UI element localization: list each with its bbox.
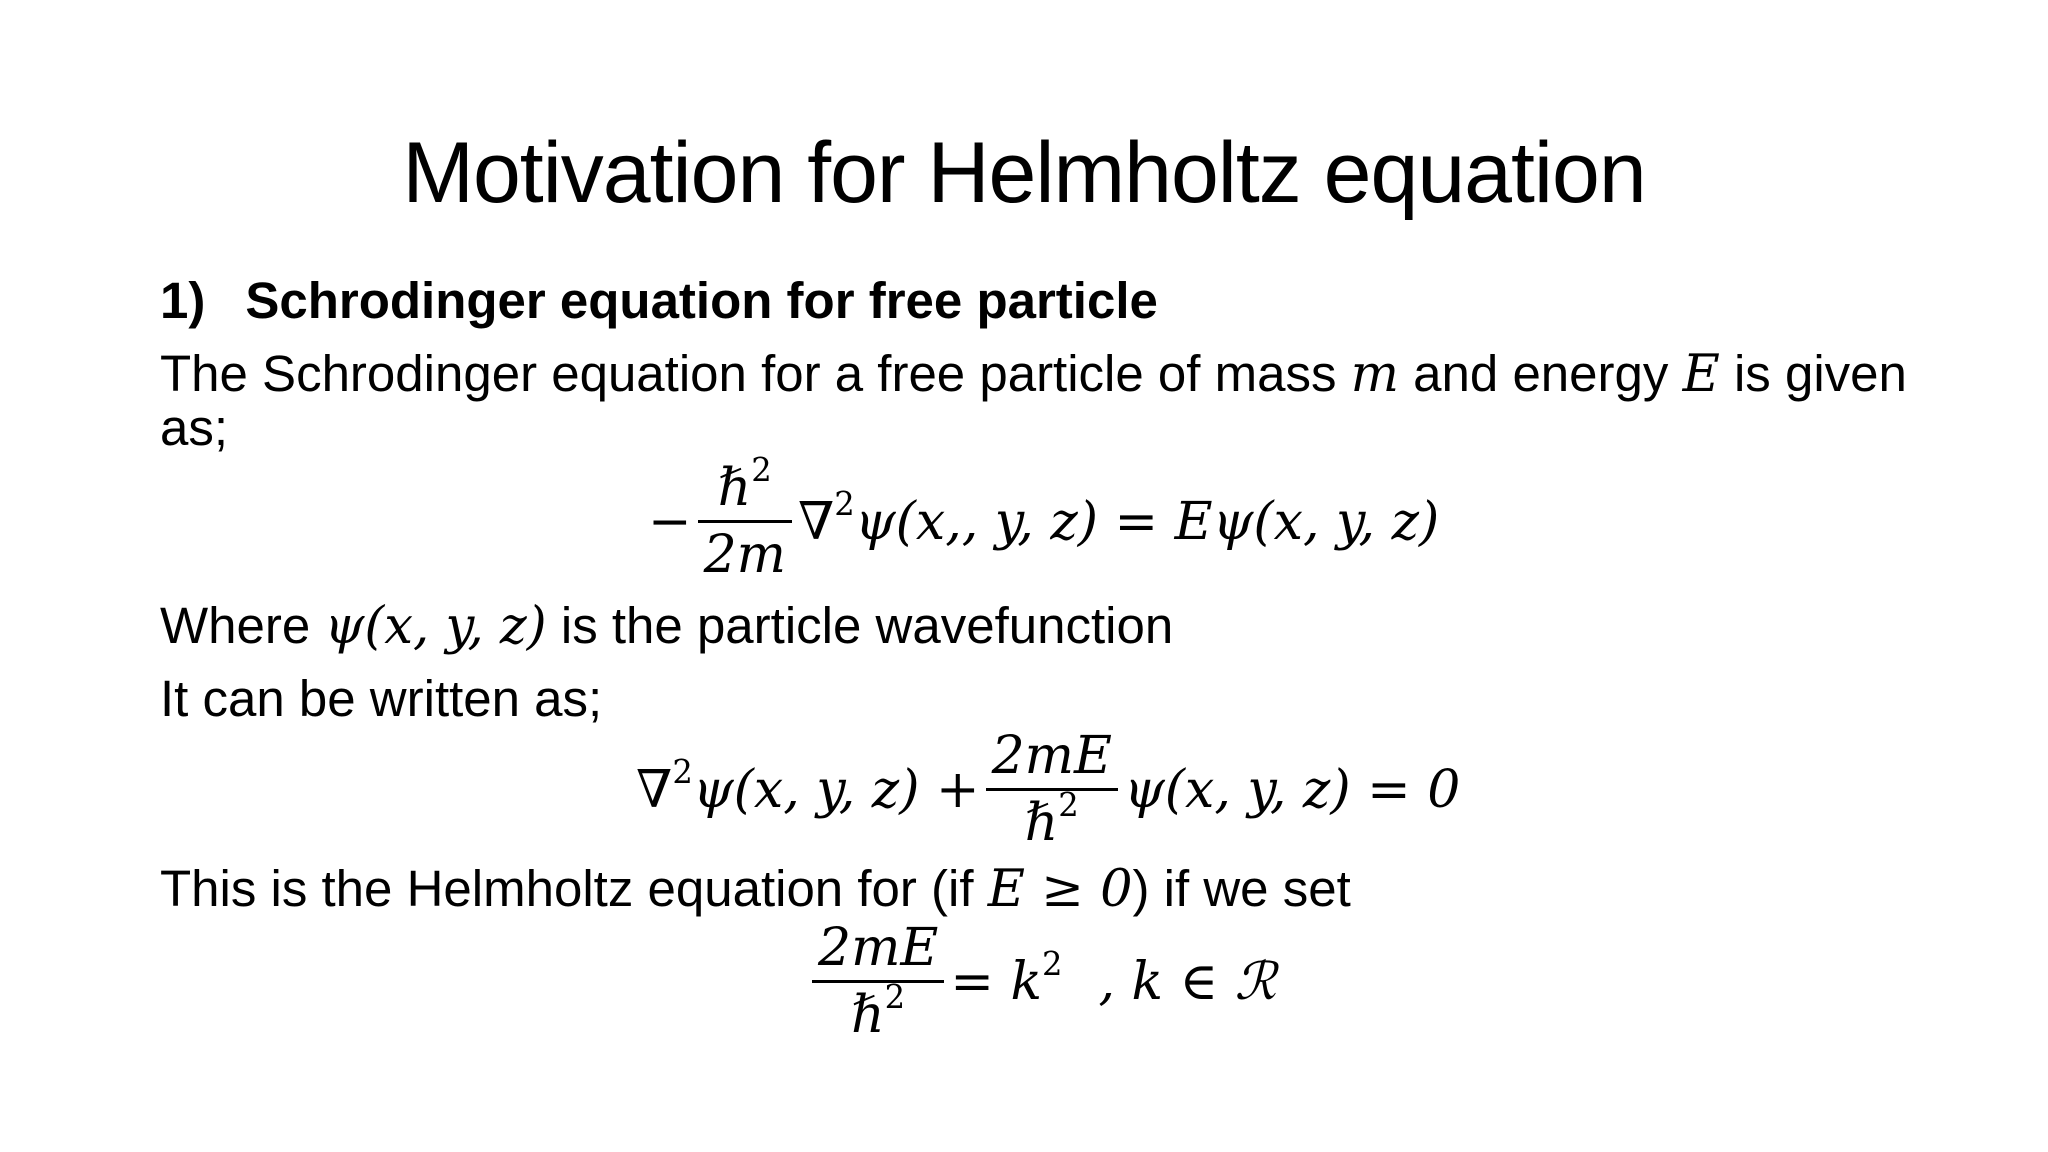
paragraph-where-part1: Where (160, 597, 325, 654)
section-heading-text: Schrodinger equation for free particle (245, 272, 1158, 329)
paragraph-intro-part3: is given (1719, 345, 1907, 402)
eq2-lhs: ψ(x, y, z) + (692, 759, 980, 820)
paragraph-where-expr: ψ(x, y, z) (324, 597, 547, 656)
eq1-minus: − (648, 491, 692, 552)
equation-k-definition (806, 918, 1276, 1045)
eq2-nabla: ∇ (636, 759, 673, 820)
eq3-frac-den: ℏ (851, 985, 885, 1045)
var-m: m (1350, 345, 1400, 404)
eq3-condition: , k ∈ ℛ (1098, 951, 1277, 1012)
paragraph-helmholtz-part1: This is the Helmholtz equation for (if (160, 860, 988, 917)
eq3-frac-num: 2mE (818, 918, 939, 978)
paragraph-rewrite: It can be written as; (160, 670, 603, 727)
paragraph-where (160, 595, 1173, 658)
paragraph-intro-part1: The Schrodinger equation for a free particle of mass (160, 345, 1351, 402)
eq1-nabla: ∇ (797, 491, 835, 552)
eq3-fraction (812, 918, 944, 1045)
eq2-fraction (986, 726, 1118, 853)
eq3-frac-den-exp: 2 (884, 977, 906, 1016)
paragraph-where-part2: is the particle wavefunction (546, 597, 1174, 654)
paragraph-intro (160, 343, 1907, 406)
equation-schrodinger (648, 450, 1440, 585)
eq1-fraction (698, 450, 792, 585)
section-heading (160, 270, 1158, 332)
section-number: 1) (160, 272, 206, 329)
eq2-rhs: ψ(x, y, z) = 0 (1123, 759, 1461, 820)
var-E: E (1682, 345, 1720, 404)
eq1-frac-den: 2m (703, 525, 786, 585)
eq1-frac-num-exp: 2 (751, 450, 772, 489)
eq3-rhs-exp: 2 (1041, 944, 1063, 983)
paragraph-intro-line2: as; (160, 399, 229, 456)
equation-helmholtz-form (636, 726, 1460, 853)
eq2-frac-den: ℏ (1024, 793, 1059, 853)
paragraph-helmholtz (160, 858, 1351, 921)
eq3-rhs: = k (950, 951, 1042, 1012)
eq1-rest: ψ(x,, y, z) = Eψ(x, y, z) (854, 491, 1440, 552)
slide-title: Motivation for Helmholtz equation (402, 125, 1646, 221)
paragraph-intro-part2: and energy (1399, 345, 1683, 402)
eq2-frac-num: 2mE (991, 726, 1112, 786)
eq2-nabla-exp: 2 (672, 752, 693, 791)
eq1-nabla-exp: 2 (834, 484, 855, 523)
eq1-frac-num: ℏ (717, 458, 752, 518)
eq2-frac-den-exp: 2 (1058, 785, 1079, 824)
paragraph-helmholtz-part2: ) if we set (1132, 860, 1351, 917)
paragraph-helmholtz-expr: E ≥ 0 (987, 860, 1133, 919)
